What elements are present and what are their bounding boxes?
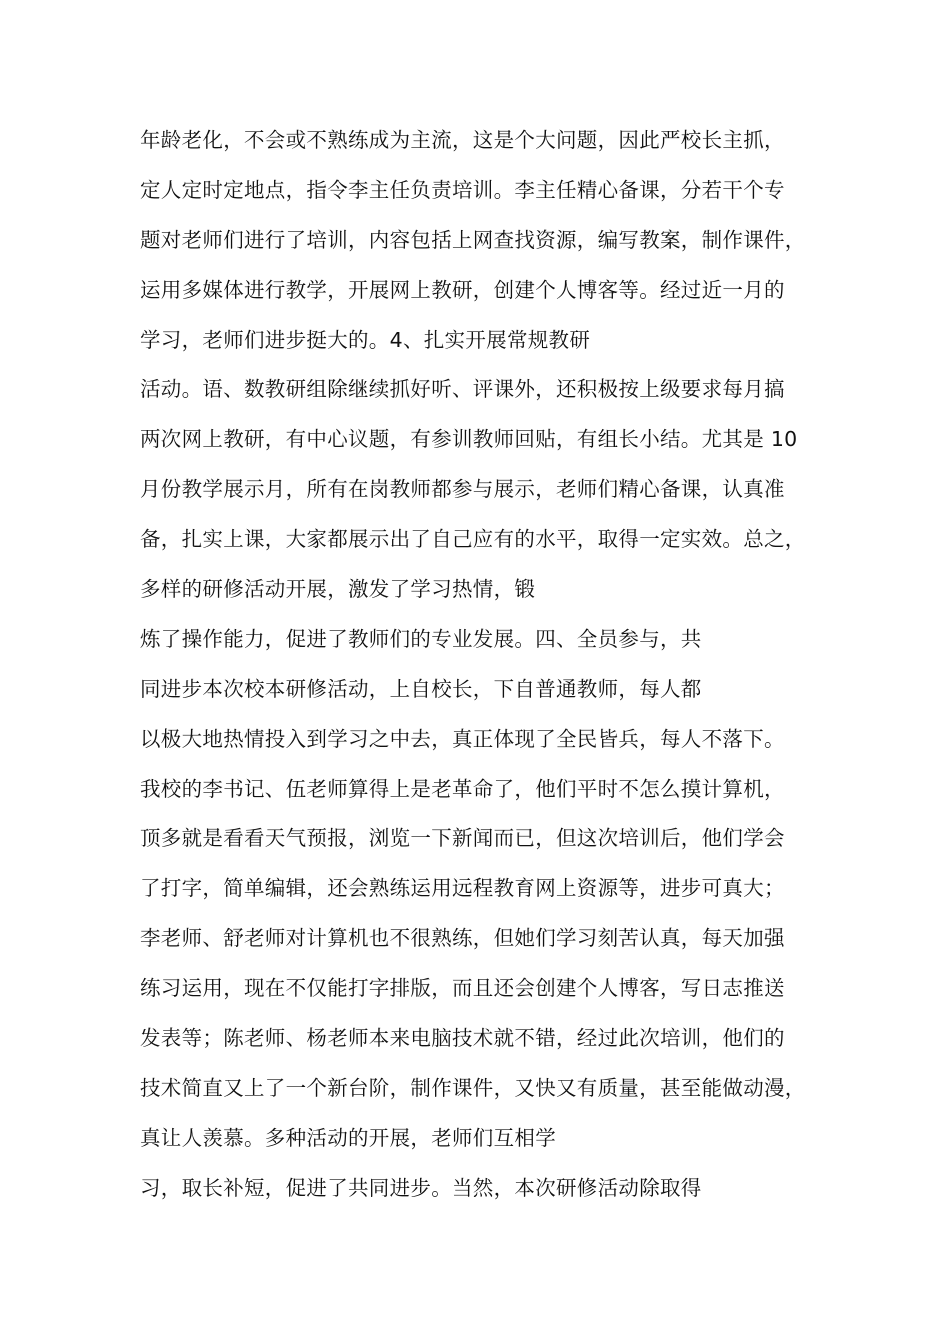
text-line: 月份教学展示月，所有在岗教师都参与展示，老师们精心备课，认真准 <box>140 477 785 502</box>
text-line: 题对老师们进行了培训，内容包括上网查找资源，编写教案，制作课件， <box>140 227 806 252</box>
text-line: 我校的李书记、伍老师算得上是老革命了，他们平时不怎么摸计算机， <box>140 776 785 801</box>
text-line: 发表等；陈老师、杨老师本来电脑技术就不错，经过此次培训，他们的 <box>140 1026 785 1051</box>
text-line: 年龄老化，不会或不熟练成为主流，这是个大问题，因此严校长主抓， <box>140 128 785 152</box>
text-line: 技术简直又上了一个新台阶，制作课件，又快又有质量，甚至能做动漫， <box>140 1075 806 1100</box>
text-line: 学习，老师们进步挺大的。4、扎实开展常规教研 <box>140 327 591 352</box>
text-line: 练习运用，现在不仅能打字排版，而且还会创建个人博客，写日志推送 <box>140 976 785 1001</box>
text-line: 李老师、舒老师对计算机也不很熟练，但她们学习刻苦认真，每天加强 <box>140 926 785 951</box>
text-line: 顶多就是看看天气预报，浏览一下新闻而已，但这次培训后，他们学会 <box>140 826 785 851</box>
text-line: 定人定时定地点，指令李主任负责培训。李主任精心备课，分若干个专 <box>140 177 785 202</box>
text-line: 运用多媒体进行教学，开展网上教研，创建个人博客等。经过近一月的 <box>140 277 785 302</box>
text-line: 两次网上教研，有中心议题，有参训教师回贴，有组长小结。尤其是 10 <box>140 427 798 452</box>
text-line: 以极大地热情投入到学习之中去，真正体现了全民皆兵，每人不落下。 <box>140 726 785 751</box>
text-line: 炼了操作能力，促进了教师们的专业发展。四、全员参与，共 <box>140 626 702 651</box>
text-line: 习，取长补短，促进了共同进步。当然，本次研修活动除取得 <box>140 1175 702 1200</box>
document-body <box>140 118 830 1216</box>
text-line: 备，扎实上课，大家都展示出了自己应有的水平，取得一定实效。总之， <box>140 527 806 552</box>
text-line: 同进步本次校本研修活动，上自校长，下自普通教师，每人都 <box>140 676 702 701</box>
text-line: 活动。语、数教研组除继续抓好听、评课外，还积极按上级要求每月搞 <box>140 377 785 402</box>
text-line: 真让人羡慕。多种活动的开展，老师们互相学 <box>140 1125 556 1150</box>
text-line: 了打字，简单编辑，还会熟练运用远程教育网上资源等，进步可真大； <box>140 876 785 901</box>
text-line: 多样的研修活动开展，激发了学习热情，锻 <box>140 577 536 602</box>
